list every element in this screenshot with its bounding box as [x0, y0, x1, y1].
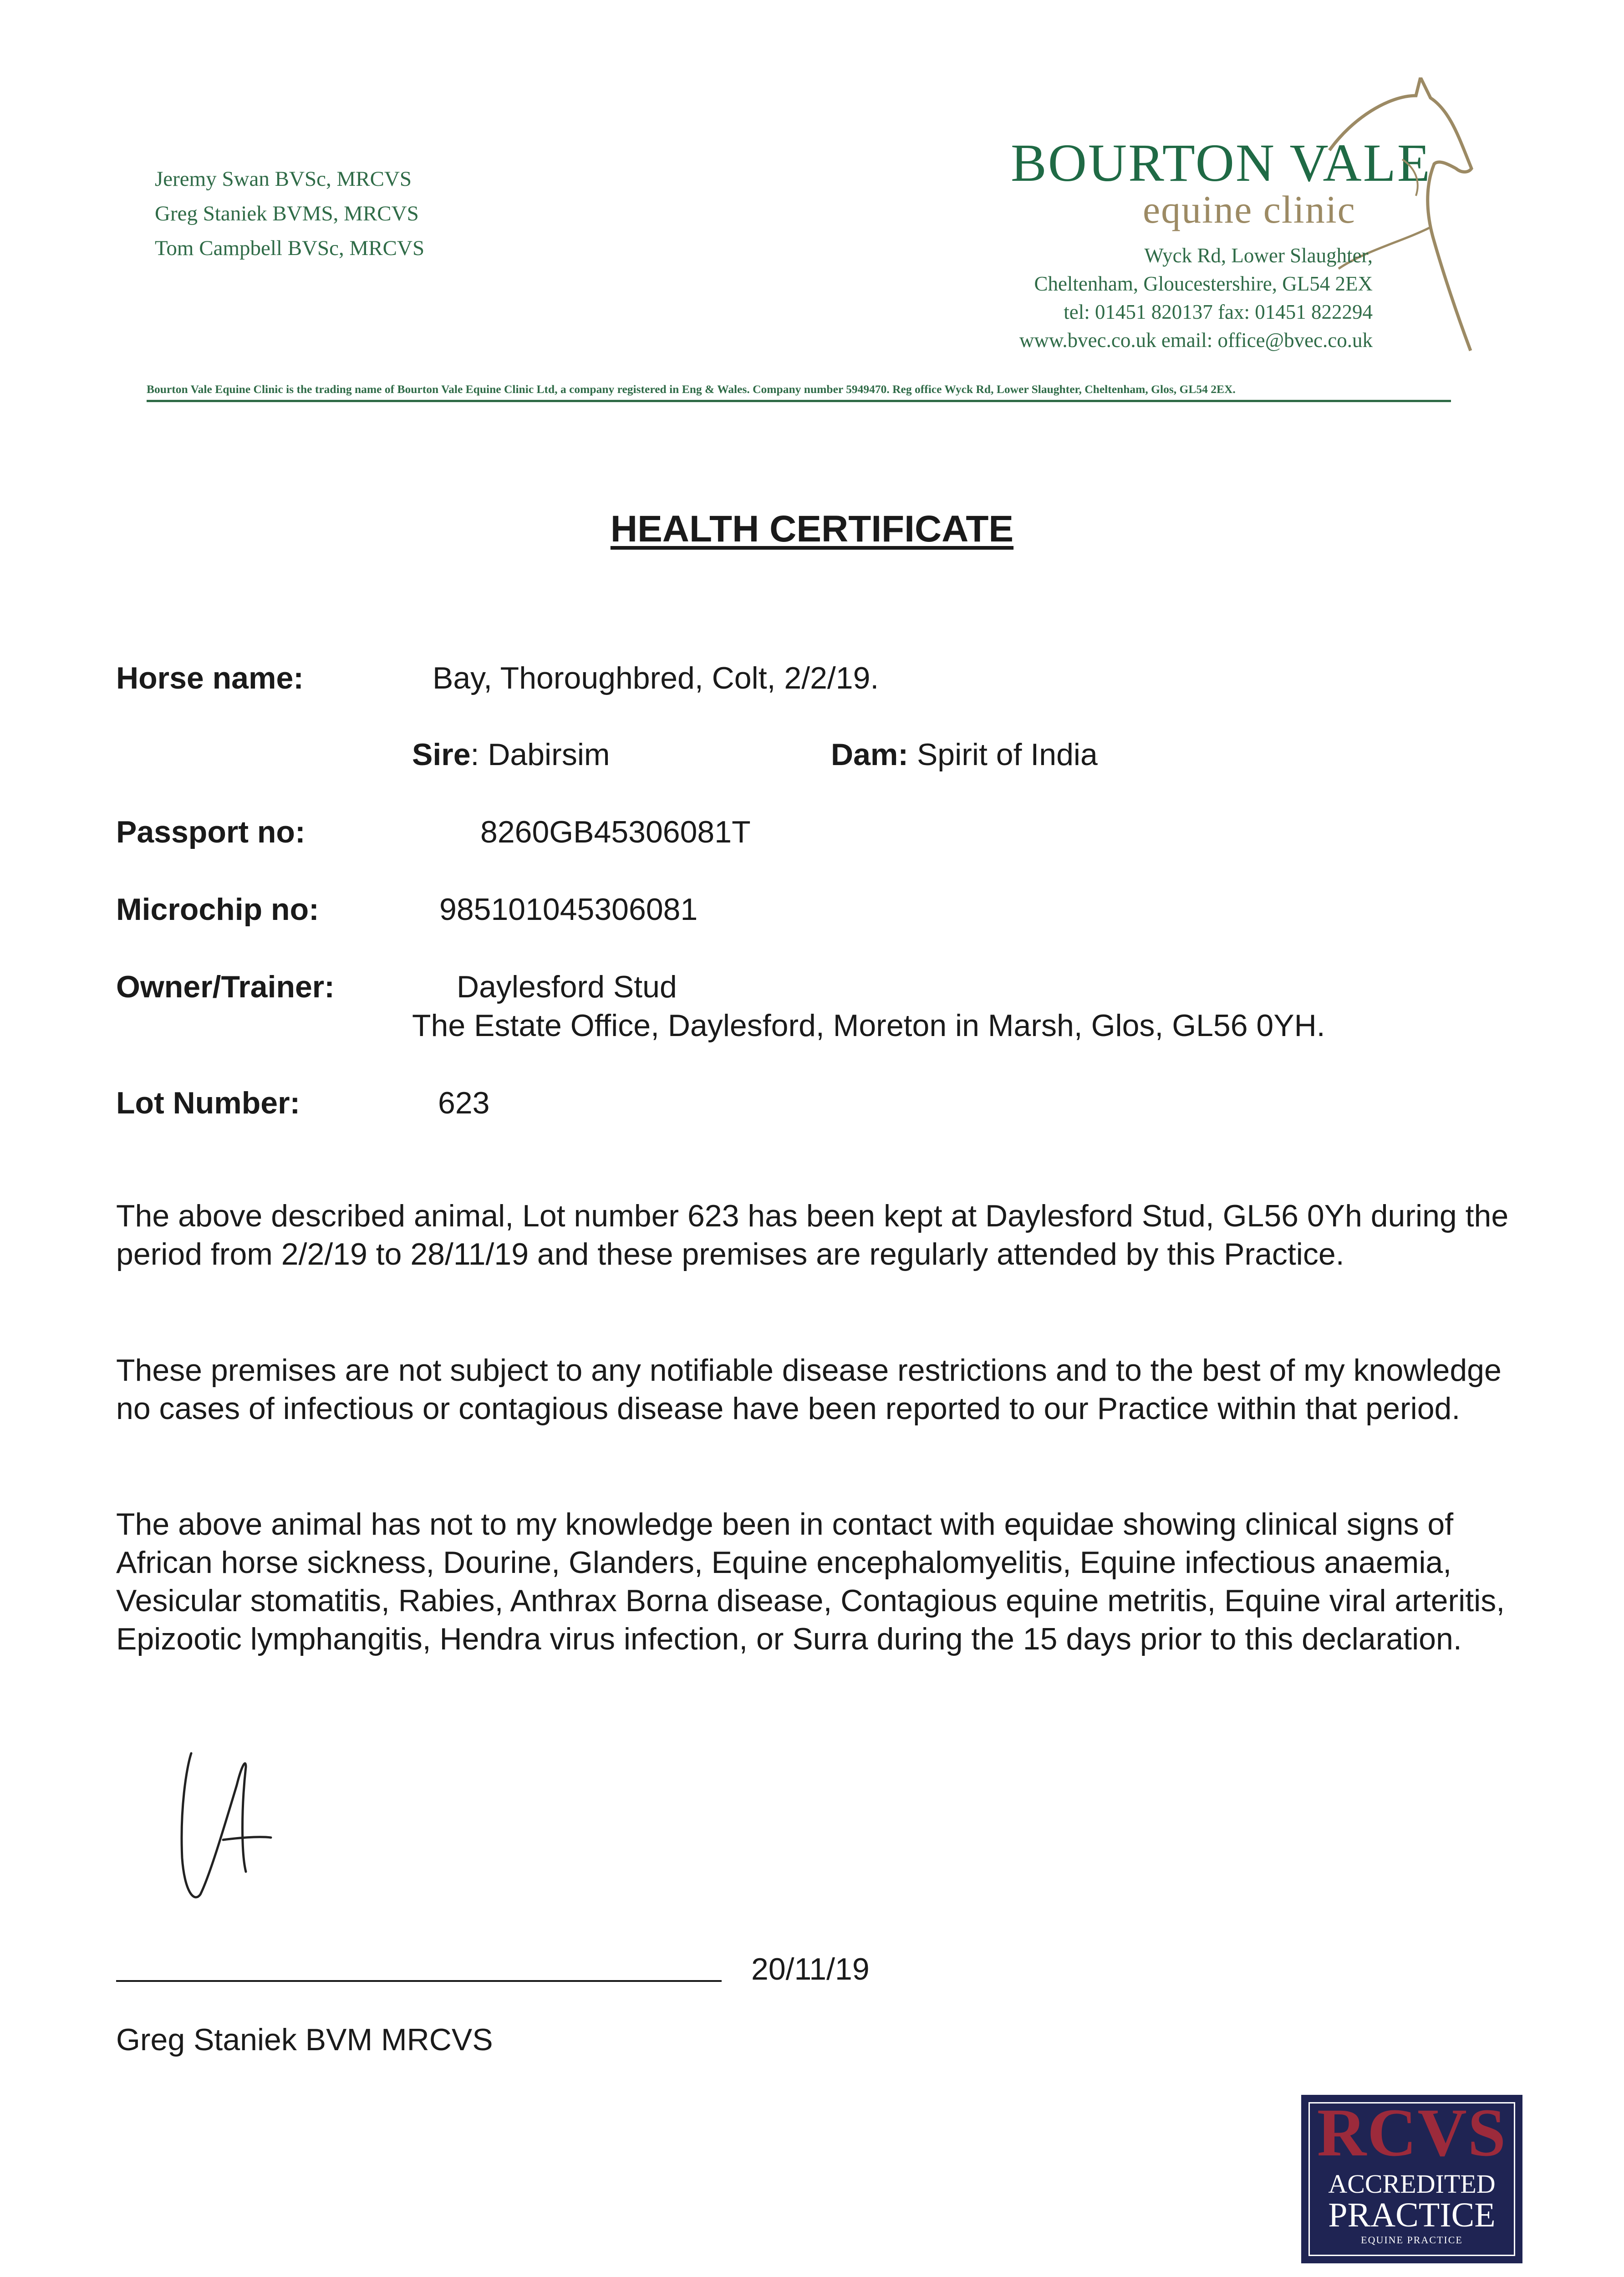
handwritten-signature — [173, 1740, 282, 1922]
address-line: Cheltenham, Gloucestershire, GL54 2EX — [1034, 272, 1373, 295]
vet-name: Tom Campbell BVSc, MRCVS — [155, 236, 425, 260]
sire-value: : Dabirsim — [470, 737, 610, 772]
badge-rcvs: RCVS — [1317, 2095, 1507, 2170]
clinic-subtitle: equine clinic — [1143, 188, 1356, 231]
declaration-paragraph: These premises are not subject to any notifiable disease restrictions and to the best of my knowledge no cases of infectious or contagious disease have been reported to our Practice within that period. — [116, 1353, 1502, 1426]
declaration-paragraph: The above animal has not to my knowledge been in contact with equidae showing clinical signs of African horse sickness, Dourine, Glanders, Equine encephalomyelitis, Equine infectious anaemia, Vesicular stomatitis, Rabies, Anthrax Borna disease, Contagious equine metritis, Equine viral arteritis, Epizootic lymphangitis, Hendra virus infection, or Surra during the 15 days prior to this declaration. — [116, 1507, 1505, 1656]
signature-date: 20/11/19 — [751, 1952, 870, 1986]
address-line: Wyck Rd, Lower Slaughter, — [1144, 244, 1373, 267]
horse-name-label: Horse name: — [116, 661, 304, 695]
document-title: HEALTH CERTIFICATE — [610, 508, 1014, 550]
owner-address: The Estate Office, Daylesford, Moreton in Marsh, Glos, GL56 0YH. — [412, 1008, 1325, 1043]
dam-value: Spirit of India — [908, 737, 1098, 772]
owner-name: Daylesford Stud — [457, 970, 677, 1004]
address-line: www.bvec.co.uk email: office@bvec.co.uk — [1019, 329, 1373, 352]
lot-number-value: 623 — [438, 1086, 490, 1120]
dam-label: Dam: — [831, 737, 909, 772]
passport-label: Passport no: — [116, 815, 305, 849]
legal-notice: Bourton Vale Equine Clinic is the trading name of Bourton Vale Equine Clinic Ltd, a company registered in Eng & Wales. Company number 5949470. Reg office Wyck Rd, Lower Slaughter, Cheltenham, Glos, GL54 2EX. — [147, 383, 1236, 396]
microchip-value: 985101045306081 — [439, 892, 698, 927]
declaration-paragraph: The above described animal, Lot number 623 has been kept at Daylesford Stud, GL56 0Yh during the period from 2/2/19 to 28/11/19 and these premises are regularly attended by this Practice. — [116, 1199, 1509, 1271]
passport-value: 8260GB45306081T — [480, 815, 751, 849]
horse-name-value: Bay, Thoroughbred, Colt, 2/2/19. — [433, 661, 879, 695]
sire-field — [412, 737, 610, 772]
rcvs-accreditation-badge — [1301, 2095, 1522, 2263]
clinic-name: BOURTON VALE — [1011, 133, 1431, 193]
vet-name: Greg Staniek BVMS, MRCVS — [155, 202, 419, 225]
owner-label: Owner/Trainer: — [116, 970, 335, 1004]
clinic-address — [1019, 241, 1373, 354]
signatory-name: Greg Staniek BVM MRCVS — [116, 2022, 493, 2057]
vets-list — [155, 162, 424, 265]
vet-name: Jeremy Swan BVSc, MRCVS — [155, 167, 412, 191]
signature-line — [116, 1980, 722, 1982]
letterhead-divider — [147, 400, 1451, 402]
lot-number-label: Lot Number: — [116, 1086, 300, 1120]
badge-equine-practice: EQUINE PRACTICE — [1361, 2234, 1463, 2246]
badge-accredited: ACCREDITED — [1328, 2169, 1496, 2199]
dam-field — [831, 737, 1098, 772]
address-line: tel: 01451 820137 fax: 01451 822294 — [1064, 301, 1373, 323]
badge-practice: PRACTICE — [1328, 2196, 1496, 2234]
sire-label: Sire — [412, 737, 471, 772]
microchip-label: Microchip no: — [116, 892, 319, 927]
